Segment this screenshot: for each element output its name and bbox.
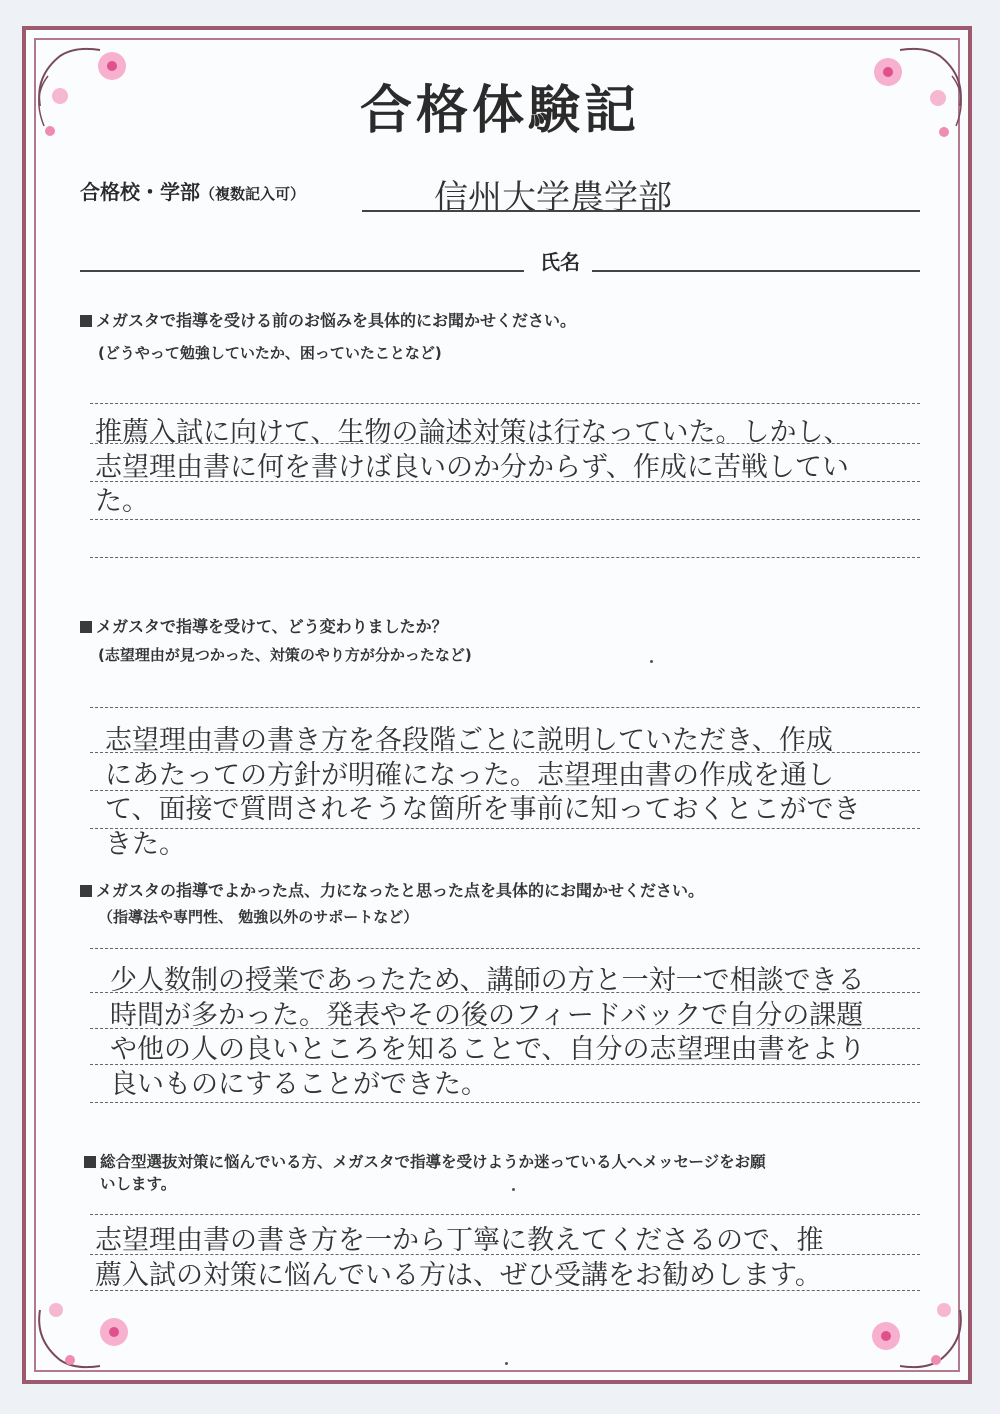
name-left-underline xyxy=(80,270,524,272)
question-2-text: メガスタで指導を受けて、どう変わりましたか？ xyxy=(96,617,448,636)
name-label: 氏名 xyxy=(540,250,580,274)
speck xyxy=(650,660,653,663)
square-bullet-icon xyxy=(80,885,92,897)
speck xyxy=(505,1362,508,1365)
answer-line: 薦入試の対策に悩んでいる方は、ぜひ受講をお勧めします。 xyxy=(95,1259,822,1291)
answer-1 xyxy=(95,416,850,520)
question-4-text: 総合型選抜対策に悩んでいる方、メガスタで指導を受けようか迷っている人へメッセージをお願 xyxy=(100,1153,766,1171)
question-4 xyxy=(84,1150,766,1172)
answer-3 xyxy=(110,964,865,1102)
school-label-note: （複数記入可） xyxy=(200,185,306,203)
answer-line: 良いものにすることができた。 xyxy=(110,1068,488,1100)
answer-rule xyxy=(90,948,920,949)
question-1 xyxy=(80,308,576,331)
answer-line: 推薦入試に向けて、生物の論述対策は行なっていた。しかし、 xyxy=(95,417,851,448)
answer-line: て、面接で質問されそうな箇所を事前に知っておくとこができ xyxy=(105,794,861,825)
school-label-group xyxy=(80,176,305,205)
question-3-text: メガスタの指導でよかった点、力になったと思った点を具体的にお聞かせください。 xyxy=(96,881,705,900)
question-1-text: メガスタで指導を受ける前のお悩みを具体的にお聞かせください。 xyxy=(96,311,577,330)
answer-line: 時間が多かった。発表やその後のフィードバックで自分の課題 xyxy=(110,999,864,1031)
question-2 xyxy=(80,614,448,637)
square-bullet-icon xyxy=(80,621,92,633)
answer-rule xyxy=(90,707,920,708)
hint-2: (志望理由が見つかった、対策のやり方が分かったなど) xyxy=(98,646,472,664)
school-label: 合格校・学部 xyxy=(80,180,200,204)
question-4-cont: いします。 xyxy=(100,1175,177,1193)
answer-line: 志望理由書の書き方を各段階ごとに説明していただき、作成 xyxy=(105,725,833,756)
square-bullet-icon xyxy=(84,1156,96,1168)
answer-line: や他の人の良いところを知ることで、自分の志望理由書をより xyxy=(110,1034,866,1065)
answer-rule xyxy=(90,403,920,404)
square-bullet-icon xyxy=(80,315,92,327)
answer-rule xyxy=(90,557,920,558)
answer-rule xyxy=(90,1214,920,1215)
page-title: 合格体験記 xyxy=(359,80,640,141)
answer-line: 少人数制の授業であったため、講師の方と一対一で相談できる xyxy=(110,965,865,996)
answer-rule xyxy=(90,1102,920,1103)
hint-1: (どうやって勉強していたか、困っていたことなど) xyxy=(98,344,442,362)
answer-line: にあたっての方針が明確になった。志望理由書の作成を通し xyxy=(105,759,834,791)
answer-4 xyxy=(95,1224,823,1293)
answer-line: た。 xyxy=(95,486,149,517)
school-value: 信州大学農学部 xyxy=(434,178,672,218)
answer-line: きた。 xyxy=(105,828,186,860)
hint-3: （指導法や専門性、 勉強以外のサポートなど） xyxy=(98,908,419,926)
speck xyxy=(512,1188,515,1191)
name-underline xyxy=(592,270,920,272)
answer-line: 志望理由書の書き方を一から丁寧に教えてくださるので、推 xyxy=(95,1225,824,1256)
answer-line: 志望理由書に何を書けば良いのか分からず、作成に苦戦してい xyxy=(95,451,849,483)
answer-2 xyxy=(105,724,860,862)
cherry-blossom-corner-icon xyxy=(860,1270,970,1380)
school-underline xyxy=(362,210,920,212)
question-3 xyxy=(80,878,704,901)
